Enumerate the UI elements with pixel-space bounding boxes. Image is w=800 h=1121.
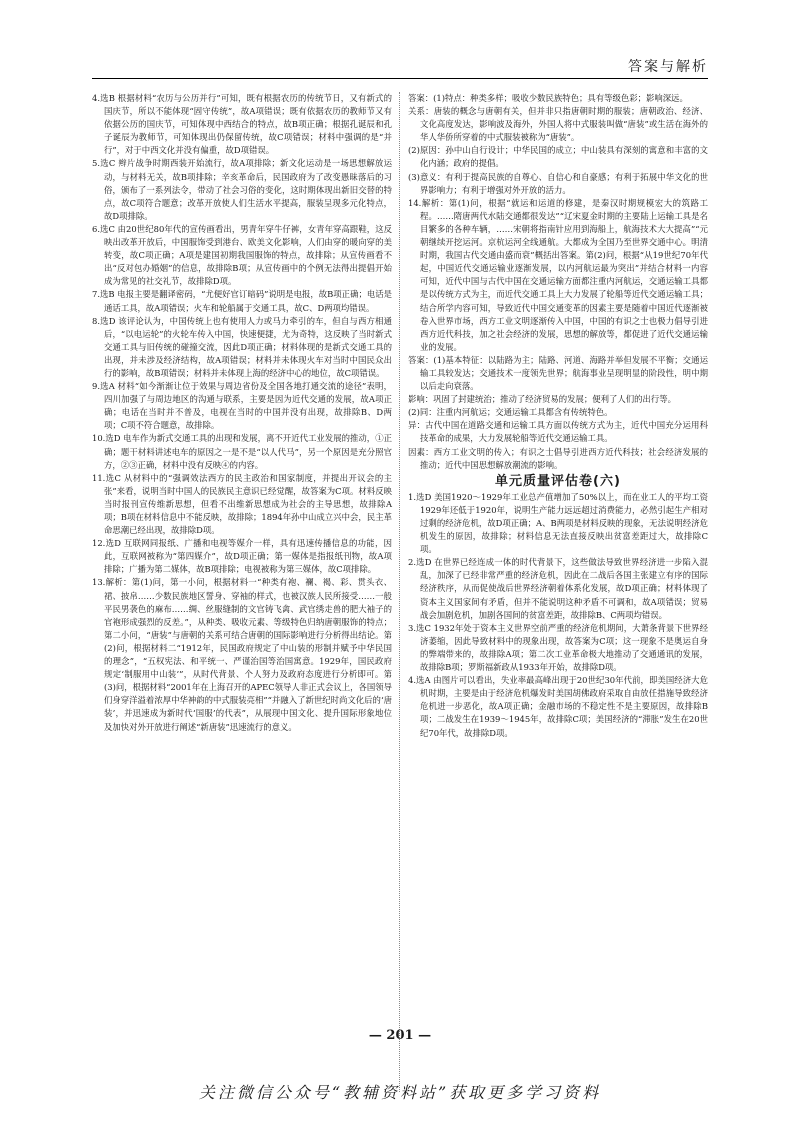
answer-item: 1.选D 美国1920～1929年工业总产值增加了50%以上，而在业工人的平均工资1929年还低于1920年，说明生产能力远远超过消费能力，必然引起生产相对过剩的经济危机，故D项正确；A、B两项是材料反映的现象，无法说明经济危机发生的原因，故排除；材料信息无法直接反映出贫富差距过大，故排除C项。 <box>408 491 708 555</box>
left-column <box>92 92 392 734</box>
answer-item: 12.选D 互联网同报纸、广播和电视等媒介一样，具有迅速传播信息的功能，因此，互联网被称为“第四媒介”，故D项正确；第一媒体是指报纸刊物，故A项排除；广播为第二媒体，故B项排除；电视被称为第三媒体，故C项排除。 <box>92 538 392 575</box>
answer-item: 6.选C 由20世纪80年代的宣传画看出，男青年穿牛仔裤，女青年穿高跟鞋，这反映出改革开放后，中国服饰受到港台、欧美文化影响，人们由穿的暖向穿的美转变，故C项正确；A项是建国初期我国服饰的特点，故排除；从宣传画看不出“反对包办婚姻”的信息，故排除B项；从宣传画中的个例无法得出提倡开始成为常见的社交礼节，故排除D项。 <box>92 223 392 287</box>
right-column <box>408 92 708 740</box>
answer-columns <box>92 92 708 1097</box>
column-divider <box>399 92 400 1092</box>
answer-item: (3)意义：有利于提高民族的自尊心、自信心和自豪感；有利于拓展中华文化的世界影响力；有利于增强对外开放的活力。 <box>408 171 708 195</box>
section-title: 单元质量评估卷(六) <box>495 473 621 489</box>
answer-item: 5.选C 辫片战争时期西装开始流行，故A项排除；新文化运动是一场思想解放运动，与材料无关，故B项排除；辛亥革命后，民国政府为了改变愚昧落后的习俗，颁布了一系列法令，带动了社会习俗的变化，这时期体现出新旧交替的特点，故C项符合题意；改革开放使人们生活水平提高，服装呈现多元化特点，故D项排除。 <box>92 158 392 221</box>
answer-item: 答案：(1)特点：种类多样；吸收少数民族特色；具有等级色彩；影响深远。 <box>408 93 688 103</box>
answer-item: 8.选D 该评论认为，中国传统上也有使用人力或马力牵引的车，但自与西方相通后，“以电运轮”的火轮车传入中国，快速便捷，尤为奇特，这反映了当时新式交通工具与旧传统的碰撞交流，因此D项正确；材料体现的是新式交通工具的出现，并未涉及经济结构，故A项错误；材料并未体现火车对当时中国民众出行的影响，故B项错误；材料并未体现上海的经济中心的地位，故C项错误。 <box>92 315 392 378</box>
footer-note: 关注微信公众号“教辅资料站”获取更多学习资料 <box>198 1083 602 1102</box>
answer-item: 10.选D 电车作为新式交通工具的出现和发展，离不开近代工业发展的推动，①正确；题干材料讲述电车的原因之一是不是“以人代马”，另一个原因是充分照官方，②③正确，材料中没有反映④的内容。 <box>92 433 392 470</box>
answer-item: 关系：唐装的概念与唐朝有关，但并非只指唐朝时期的服装；唐朝政治、经济、文化高度发达，影响波及海外，外国人将中式服装叫做“唐装”或生活在海外的华人华侨所穿着的中式服装被称为“唐装”。 <box>408 106 708 143</box>
answer-item: (2)同：注重内河航运；交通运输工具都含有传统特色。 <box>408 407 613 418</box>
answer-item: 11.选C 从材料中的“强调效法西方的民主政治和国家制度，并提出开议会的主张”来看，说明当时中国人的民族民主意识已经觉醒，故答案为C项。材料反映当时报刊宣传维新思想，但看不出维新思想成为社会的主导思想，故排除A项；B项在材料信息中不能反映，故排除；1894年孙中山成立兴中会，民主革命思潮已经出现，故排除D项。 <box>92 472 392 536</box>
answer-item: 4.选A 由图片可以看出，失业率最高峰出现于20世纪30年代前，即美国经济大危机时期，主要是由于经济危机爆发时美国胡佛政府采取自由放任措施导致经济危机进一步恶化，故A项正确；金融市场的不稳定性不是主要原因，故排除B项；二战发生在1939～1945年，故排除C项；美国经济的“滞胀”发生在20世纪70年代，故排除D项。 <box>408 675 708 738</box>
answer-item: 答案：(1)基本特征：以陆路为主；陆路、河道、海路并举但发展不平衡；交通运输工具较发达；交通技术一度领先世界；航海事业呈现明显的阶段性，明中期以后走向衰落。 <box>408 354 708 392</box>
header-title: 答案与解析 <box>628 59 708 75</box>
answer-item: 异：古代中国在道路交通和运输工具方面以传统方式为主，近代中国充分运用科技革命的成果，大力发展轮船等近代交通运输工具。 <box>408 420 708 444</box>
answer-item: (2)原因：孙中山自行设计；中华民国的成立；中山装具有深刻的寓意和丰富的文化内涵；政府的提倡。 <box>408 145 708 169</box>
page-header <box>92 56 708 79</box>
answer-item: 2.选D 在世界已经连成一体的时代背景下，这些做法导致世界经济进一步陷入混乱，加深了已经非常严重的经济危机，因此在二战后各国主张建立有序的国际经济秩序，从而促使战后世界经济朝着体系化发展，故D项正确；材料体现了资本主义国家间有矛盾，但并不能说明这种矛盾不可调和，故A项错误；贸易战会加剧危机，加剧各国间的贫富差距，故排除B、C两项均错误。 <box>408 557 708 620</box>
page-number: — 201 — <box>368 1028 432 1043</box>
answer-item: 9.选A 材料“如今渐渐让位于效果与周边省份及全国各地打通交流的途径”表明，四川加强了与周边地区的沟通与联系，主要是因为近代交通的发展，故A项正确；电话在当时并不普及，电视在当时的中国并没有出现，故排除B、D两项；C项不符合题意，故排除。 <box>92 381 392 431</box>
answer-item: 4.选B 根据材料“农历与公历并行”可知，既有根据农历的传统节日，又有新式的国庆节，所以不能体现“固守传统”，故A项错误；既有依据农历的教师节又有依据公历的国庆节，可知体现中西结合的特点，故B项正确；根据孔诞辰和孔子诞辰为教师节，可知体现出仍保留传统，故C项错误；材料中强调的是“并行”，对于中西文化并没有偏重，故D项错误。 <box>92 93 392 156</box>
answer-item: 13.解析：第(1)问，第一小问，根据材料一“种类有袍、襕、褐、彩、贯头衣、裙、披帛……少数民族地区誓身、穿袖的样式，也被汉族人民所接受……一般平民男袭色的麻布……绸、丝服缝制的文官铸飞禽、武官绣走兽的肥大袖子的官袍形成强烈的反差。”，从种类、吸收元素、等级特色归纳唐朝服饰的特点；第二小问，“唐装”与唐朝的关系可结合唐朝的国际影响进行分析得出结论。第(2)问，根据材料二“1912年，民国政府规定了中山装的形制并赋予中华民国的理念”，“五权宪法、和平统一、严谨治国等治国寓意。1929年，国民政府规定‘制服用中山装’”，从时代背景、个人努力及政府态度进行分析即可。第(3)问，根据材料“2001年在上海召开的APEC领导人非正式会议上，各国领导们身穿洋溢着浓厚中华神韵的中式服装亮相”“并融入了新世纪时尚文化后的‘唐装’，并迅速成为新时代‘国服’的代表”，从展现中国文化、提升国际形象地位及加快对外开放进行阐述“新唐装”迅速流行的意义。 <box>92 577 392 732</box>
answer-item: 7.选B 电报主要是翻译密码，“尤便好官订暗码”说明是电报，故B项正确；电话是通话工具，故A项错误；火车和轮船属于交通工具，故C、D两项均错误。 <box>92 289 392 313</box>
answer-item: 14.解析：第(1)问，根据“就运和运道的修建，是秦汉时期规模宏大的筑路工程。……隋唐两代水陆交通都很发达”“辽宋夏金时期的主要陆上运输工具是名目繁多的各种车辆，……宋朝将指南针应用到海船上，航海技术大大提高”“元朝继续开挖运河。京杭运河全线通航。大都成为全国乃至世界交通中心。明清时期，我国古代交通由盛而衰”概括出答案。第(2)问，根据“从19世纪70年代起，中国近代交通运输业逐渐发展，以内河航运最为突出”并结合材料一内容可知，近代中国与古代中国在交通运输方面都注重内河航运，交通运输工具都是以传统方式为主，而近代交通工具上大力发展了轮船等近代交通运输工具；结合所学内容可知，导致近代中国交通变革的因素主要是随着中国近代逐渐被卷入世界市场，西方工业文明逐渐传入中国，中国的有识之士也极力倡导引进西方近代科技，加之社会经济的发展，思想的解放等，都促进了近代交通运输业的发展。 <box>408 197 708 352</box>
answer-item: 3.选C 1932年处于资本主义世界空前严重的经济危机期间，大萧条背景下世界经济萎缩，因此导致材料中的现象出现，故答案为C项；这一现象不是奥运自身的弊端带来的，故排除A项；第二次工业革命极大地推动了交通通讯的发展，故排除B项；罗斯福新政从1933年开始，故排除D项。 <box>408 622 708 673</box>
answer-item: 因素：西方工业文明的传入；有识之士倡导引进西方近代科技；社会经济发展的推动；近代中国思想解放潮流的影响。 <box>408 446 708 470</box>
answer-item: 影响：巩固了封建统治；推动了经济贸易的发展；便利了人们的出行等。 <box>408 394 676 405</box>
